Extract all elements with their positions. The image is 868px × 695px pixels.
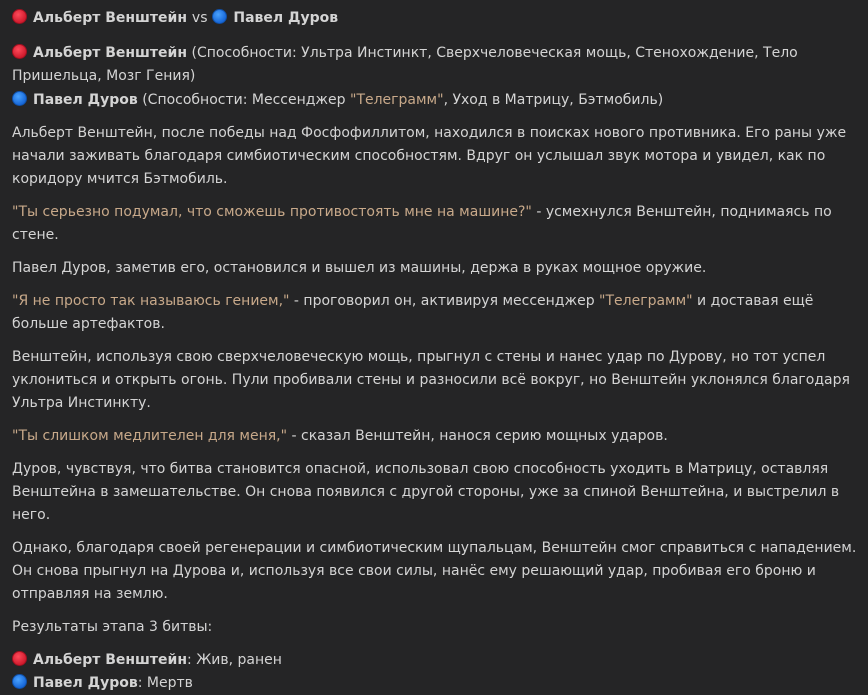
- story-paragraph-5: Венштейн, используя свою сверхчеловеческую мощь, прыгнул с стены и нанес удар по Дурову, но тот успел уклониться и открыть огонь. Пули пробивали стены и разносили всё вокруг, но Венштейн уклонялся благодаря Ультра Инстинкту.: [12, 349, 850, 411]
- fighter1-abilities: [12, 42, 860, 88]
- story-paragraph-4: [12, 290, 860, 336]
- red-circle-icon: [12, 44, 27, 59]
- story-paragraph-1: Альберт Венштейн, после победы над Фосфофиллитом, находился в поисках нового противника. Его раны уже начали заживать благодаря симбиотическим способностям. Вдруг он услышал звук мотора и увидел, как по коридору мчится Бэтмобиль.: [12, 125, 847, 187]
- fighter2-abilities-quote: "Телеграмм": [350, 92, 444, 108]
- dialogue-attribution: - сказал Венштейн, нанося серию мощных ударов.: [287, 428, 668, 444]
- vs-label: vs: [191, 10, 208, 26]
- red-circle-icon: [12, 9, 27, 24]
- story-paragraph-8: Однако, благодаря своей регенерации и симбиотическим щупальцам, Венштейн смог справиться с нападением. Он снова прыгнул на Дурова и, используя все свои силы, нанёс ему решающий удар, пробивая его броню и отправляя на землю.: [12, 540, 857, 602]
- result-fighter2-name: Павел Дуров: [33, 675, 138, 691]
- story-paragraph-6: [12, 425, 860, 448]
- dialogue-attribution: - усмехнулся Венштейн, поднимаясь по стене.: [12, 204, 832, 243]
- dialogue-quote: "Ты серьезно подумал, что сможешь противостоять мне на машине?": [12, 204, 532, 220]
- result-fighter1-name: Альберт Венштейн: [33, 652, 188, 668]
- fighter2-abilities-prefix: (Способности: Мессенджер: [142, 92, 350, 108]
- telegram-quote: "Телеграмм": [599, 293, 693, 309]
- fighter2-abilities-suffix: , Уход в Матрицу, Бэтмобиль): [443, 92, 664, 108]
- red-circle-icon: [12, 651, 27, 666]
- blue-circle-icon: [212, 9, 227, 24]
- story-paragraph-3: Павел Дуров, заметив его, остановился и вышел из машины, держа в руках мощное оружие.: [12, 260, 707, 276]
- result-fighter1: [12, 649, 860, 672]
- fighter1-name: Альберт Венштейн: [33, 10, 188, 26]
- blue-circle-icon: [12, 674, 27, 689]
- fighter2-abilities-name: Павел Дуров: [33, 92, 138, 108]
- result-fighter1-status: : Жив, ранен: [187, 652, 282, 668]
- story-paragraph-2: [12, 201, 860, 247]
- dialogue-quote: "Я не просто так называюсь гением,": [12, 293, 290, 309]
- battle-header: [12, 7, 860, 30]
- fighter2-abilities: [12, 89, 860, 112]
- story-paragraph-7: Дуров, чувствуя, что битва становится опасной, использовал свою способность уходить в Матрицу, оставляя Венштейна в замешательстве. Он снова появился с другой стороны, уже за спиной Венштейна, и выстрелил в него.: [12, 461, 840, 523]
- result-fighter2: [12, 672, 860, 695]
- fighter1-abilities-text: (Способности: Ультра Инстинкт, Сверхчеловеческая мощь, Стенохождение, Тело Пришельца, Мозг Гения): [12, 45, 798, 84]
- results-title: Результаты этапа 3 битвы:: [12, 619, 213, 635]
- dialogue-quote: "Ты слишком медлителен для меня,": [12, 428, 288, 444]
- dialogue-attribution: - проговорил он, активируя мессенджер: [289, 293, 600, 309]
- blue-circle-icon: [12, 91, 27, 106]
- chat-message: [12, 7, 860, 695]
- fighter2-name: Павел Дуров: [233, 10, 339, 26]
- fighter1-abilities-name: Альберт Венштейн: [33, 45, 188, 61]
- dialogue-continuation: и доставая ещё больше артефактов.: [12, 293, 814, 332]
- result-fighter2-status: : Мертв: [137, 675, 193, 691]
